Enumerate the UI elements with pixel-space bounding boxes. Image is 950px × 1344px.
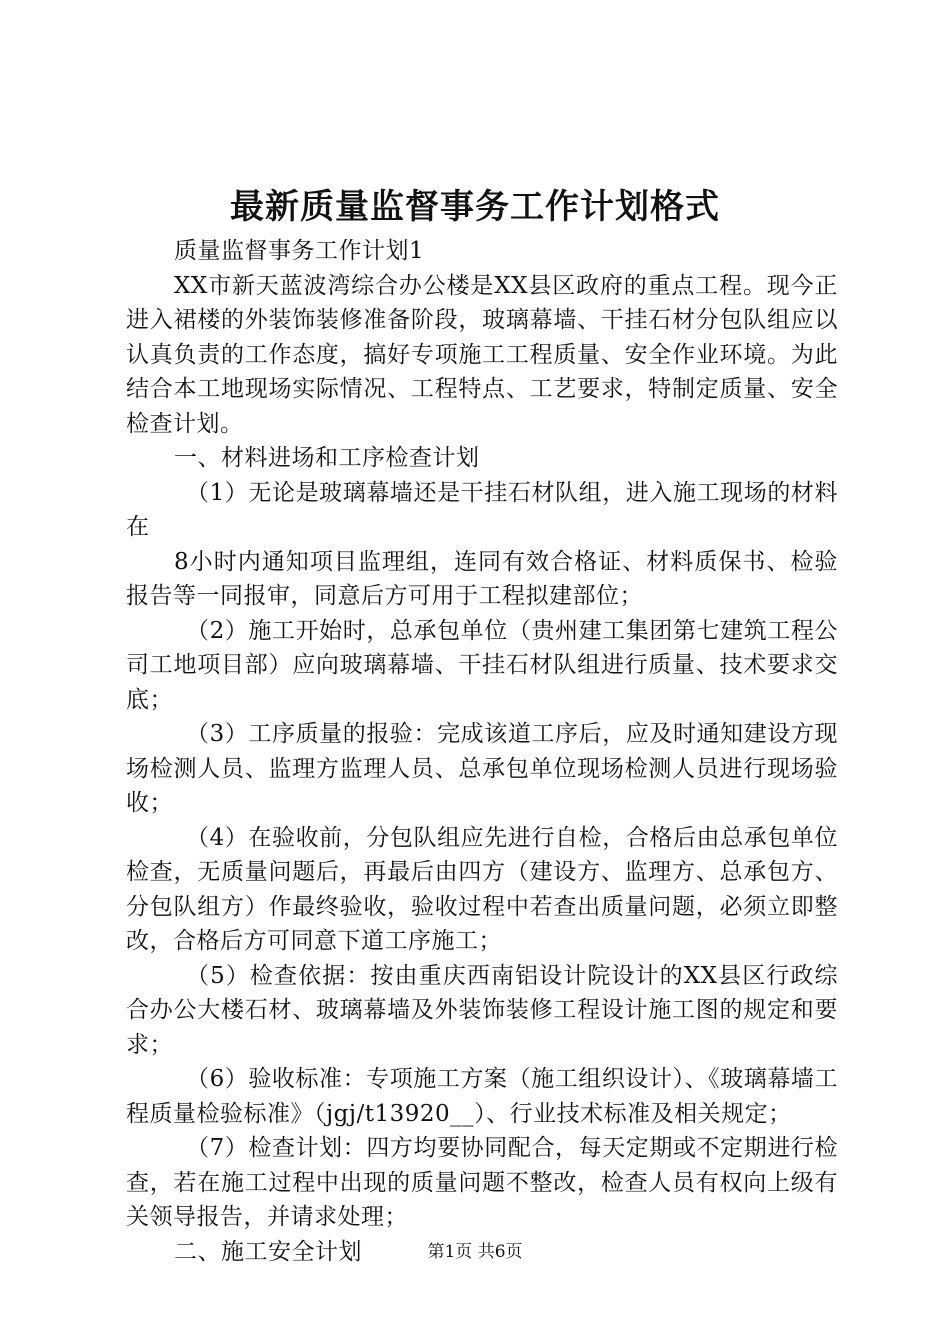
section-heading: 二、施工安全计划 (174, 1238, 362, 1265)
list-item: （7）检查计划：四方均要协同配合，每天定期或不定期进行检查，若在施工过程中出现的质量问题不整改，检查人员有权向上级有关领导报告，并请求处理； (126, 1135, 838, 1230)
body-paragraph: 8小时内通知项目监理组，连同有效合格证、材料质保书、检验报告等一同报审，同意后方可用于工程拟建部位； (126, 548, 838, 609)
document-title: 最新质量监督事务工作计划格式 (230, 187, 720, 227)
body-paragraph: XX市新天蓝波湾综合办公楼是XX县区政府的重点工程。现今正进入裙楼的外装饰装修准备阶段，玻璃幕墙、干挂石材分包队组应以认真负责的工作态度，搞好专项施工工程质量、安全作业环境。为此结合本工地现场实际情况、工程特点、工艺要求，特制定质量、安全检查计划。 (126, 272, 838, 437)
list-item: （2）施工开始时，总承包单位（贵州建工集团第七建筑工程公司工地项目部）应向玻璃幕墙、干挂石材队组进行质量、技术要求交底； (126, 617, 838, 713)
section-heading: 质量监督事务工作计划1 (174, 238, 425, 264)
document-body (126, 234, 838, 1269)
page-number: 第1页 共6页 (427, 1242, 523, 1262)
list-item: （5）检查依据：按由重庆西南铝设计院设计的XX县区行政综合办公大楼石材、玻璃幕墙及外装饰装修工程设计施工图的规定和要求； (126, 962, 838, 1058)
section-heading: 一、材料进场和工序检查计划 (174, 445, 480, 471)
list-item: （6）验收标准：专项施工方案（施工组织设计）、《玻璃幕墙工程质量检验标准》（jgj/t13920__）、行业技术标准及相关规定； (126, 1066, 838, 1127)
list-item: （3）工序质量的报验：完成该道工序后，应及时通知建设方现场检测人员、监理方监理人员、总承包单位现场检测人员进行现场验收； (126, 721, 838, 816)
list-item: （4）在验收前，分包队组应先进行自检，合格后由总承包单位检查，无质量问题后，再最后由四方（建设方、监理方、总承包方、分包队组方）作最终验收，验收过程中若查出质量问题，必须立即整改，合格后方可同意下道工序施工； (126, 824, 838, 954)
list-item: （1）无论是玻璃幕墙还是干挂石材队组，进入施工现场的材料在 (126, 479, 838, 540)
